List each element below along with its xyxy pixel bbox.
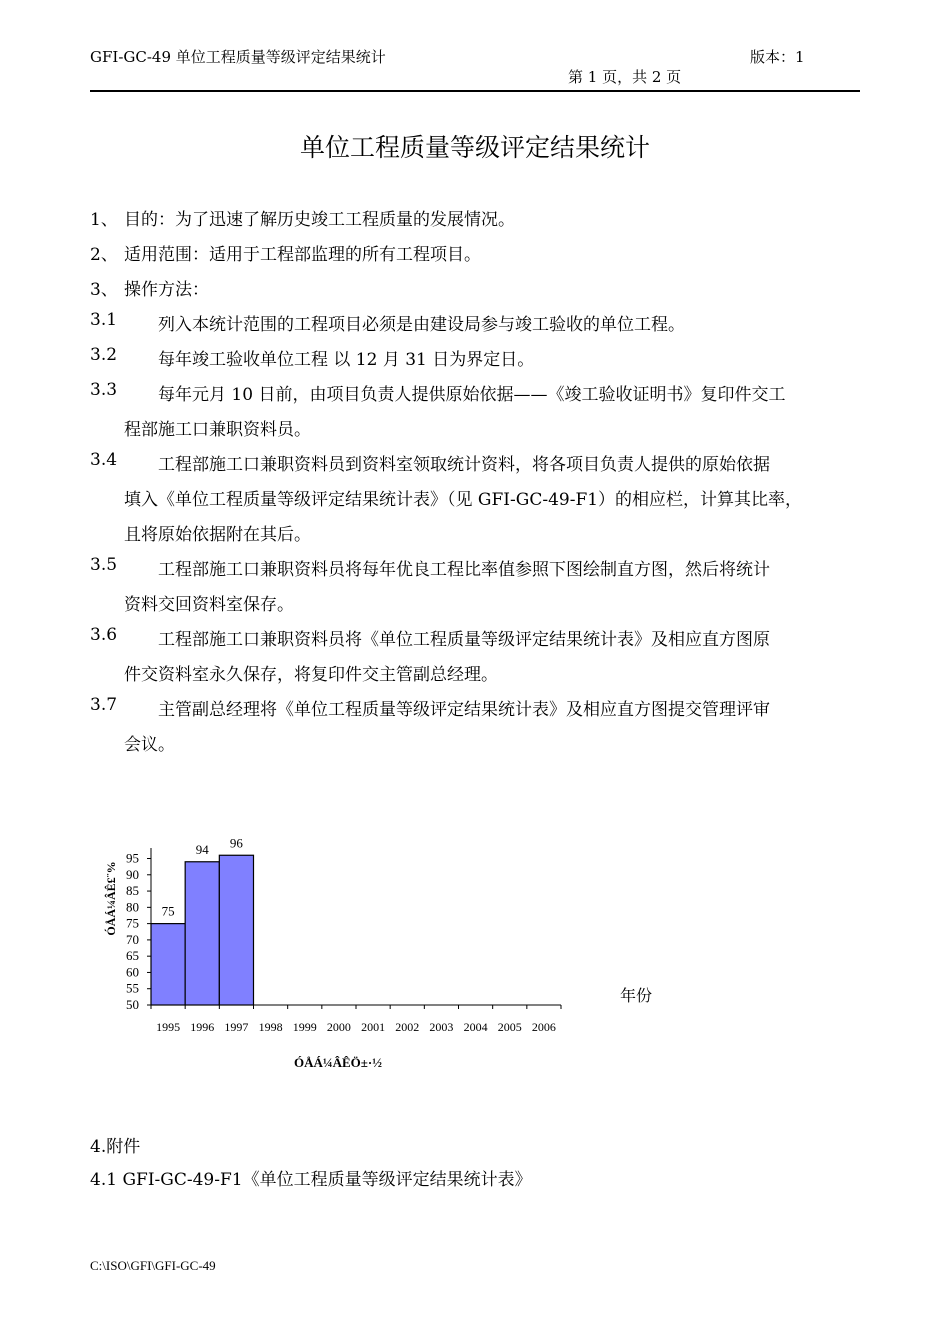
section-number: 3、 (90, 280, 118, 300)
section-text (158, 345, 534, 380)
section-line: 件交资料室永久保存，将复印件交主管副总经理。 (124, 665, 498, 685)
section-text (124, 625, 770, 695)
chart-x-tick-label: 2004 (463, 1020, 488, 1034)
section-number: 3.2 (90, 345, 118, 365)
chart-x-tick-label: 2000 (326, 1020, 351, 1034)
section-line: 填入《单位工程质量等级评定结果统计表》（见 GFI-GC-49-F1）的相应栏，计算其比率， (124, 490, 803, 510)
chart-x-tick-label: 2005 (497, 1020, 522, 1034)
section-text (124, 555, 770, 625)
chart-x-tick-label: 1998 (258, 1020, 283, 1034)
chart-x-tick-label: 1996 (190, 1020, 215, 1034)
section-line: 程部施工口兼职资料员。 (124, 420, 311, 440)
section-line: 会议。 (124, 735, 175, 755)
header-doc-title: GFI-GC-49 单位工程质量等级评定结果统计 (90, 48, 386, 66)
quality-ratio-bar-chart (98, 822, 638, 1092)
section-item (90, 310, 880, 345)
chart-data-label: 75 (161, 903, 175, 919)
section-text (124, 380, 786, 450)
section-line: 工程部施工口兼职资料员将每年优良工程比率值参照下图绘制直方图，然后将统计 (158, 560, 770, 580)
year-axis-note: 年份 (620, 986, 653, 1005)
section-number: 3.3 (90, 380, 118, 400)
section-line: 主管副总经理将《单位工程质量等级评定结果统计表》及相应直方图提交管理评审 (158, 700, 770, 720)
section-line: 列入本统计范围的工程项目必须是由建设局参与竣工验收的单位工程。 (158, 315, 685, 335)
section-line: 每年竣工验收单位工程 以 12 月 31 日为界定日。 (158, 350, 535, 370)
chart-y-tick-label: 60 (126, 964, 139, 980)
attachments-section (90, 1132, 532, 1198)
chart-data-label: 94 (195, 841, 209, 857)
chart-x-tick-label: 1995 (156, 1020, 181, 1034)
chart-data-label: 96 (229, 835, 243, 851)
chart-y-tick-label: 80 (126, 899, 139, 915)
chart-x-axis-title: ÓÅÁ¼ÂÊÖ±·½ (293, 1055, 383, 1070)
section-line: 工程部施工口兼职资料员将《单位工程质量等级评定结果统计表》及相应直方图原 (158, 630, 770, 650)
chart-y-tick-label: 65 (126, 948, 139, 964)
section-line: 工程部施工口兼职资料员到资料室领取统计资料，将各项目负责人提供的原始依据 (158, 455, 770, 475)
section-line: 每年元月 10 日前，由项目负责人提供原始依据——《竣工验收证明书》复印件交工 (158, 385, 786, 405)
section-line: 适用范围：适用于工程部监理的所有工程项目。 (124, 245, 481, 265)
chart-x-tick-label: 2006 (531, 1020, 556, 1034)
section-number: 1、 (90, 210, 118, 230)
section-item (90, 555, 880, 625)
section-item (90, 625, 880, 695)
chart-x-tick-label: 2001 (361, 1020, 386, 1034)
chart-y-tick-label: 70 (126, 931, 139, 947)
chart-bar (185, 862, 219, 1005)
section-text (124, 240, 481, 275)
header-version: 版本：1 (750, 48, 805, 66)
section-number: 3.7 (90, 695, 118, 715)
section-item (90, 450, 880, 555)
section-number: 3.1 (90, 310, 118, 330)
section-number: 3.5 (90, 555, 118, 575)
page-title: 单位工程质量等级评定结果统计 (299, 133, 650, 162)
section-text (124, 695, 770, 765)
section-text (158, 310, 685, 345)
chart-y-axis-title: ÓÅÁ¼ÂÊ£¨% (104, 861, 118, 936)
section-text (124, 205, 515, 240)
section-item (90, 345, 880, 380)
section-number: 2、 (90, 245, 118, 265)
section-item (90, 240, 880, 275)
section-text (124, 275, 209, 310)
section-text (124, 450, 803, 555)
chart-y-tick-label: 55 (126, 980, 139, 996)
chart-y-tick-label: 95 (126, 850, 139, 866)
section-item (90, 695, 880, 765)
section-item (90, 275, 880, 310)
chart-x-tick-label: 2003 (429, 1020, 454, 1034)
chart-y-tick-label: 50 (126, 997, 139, 1012)
section-line: 资料交回资料室保存。 (124, 595, 294, 615)
section-line: 操作方法： (124, 280, 209, 300)
file-path-footer: C:\ISO\GFI\GFI-GC-49 (90, 1258, 216, 1273)
chart-bar (219, 855, 253, 1005)
chart-bar (151, 924, 185, 1005)
section-number: 3.6 (90, 625, 118, 645)
chart-x-tick-label: 2002 (395, 1020, 420, 1034)
header-page-number: 第 1 页，共 2 页 (568, 68, 682, 86)
chart-y-tick-label: 90 (126, 866, 139, 882)
section-number: 3.4 (90, 450, 118, 470)
chart-y-tick-label: 75 (126, 915, 139, 931)
attachment-item: 4.1 GFI-GC-49-F1《单位工程质量等级评定结果统计表》 (90, 1170, 532, 1190)
section-line: 且将原始依据附在其后。 (124, 525, 311, 545)
chart-x-tick-label: 1999 (292, 1020, 317, 1034)
page-header (90, 44, 860, 92)
section-item (90, 205, 880, 240)
section-line: 目的：为了迅速了解历史竣工工程质量的发展情况。 (124, 210, 515, 230)
procedure-body (90, 205, 880, 765)
section-item (90, 380, 880, 450)
attachments-heading: 4.附件 (90, 1137, 141, 1157)
chart-x-tick-label: 1997 (224, 1020, 249, 1034)
chart-y-tick-label: 85 (126, 883, 139, 899)
